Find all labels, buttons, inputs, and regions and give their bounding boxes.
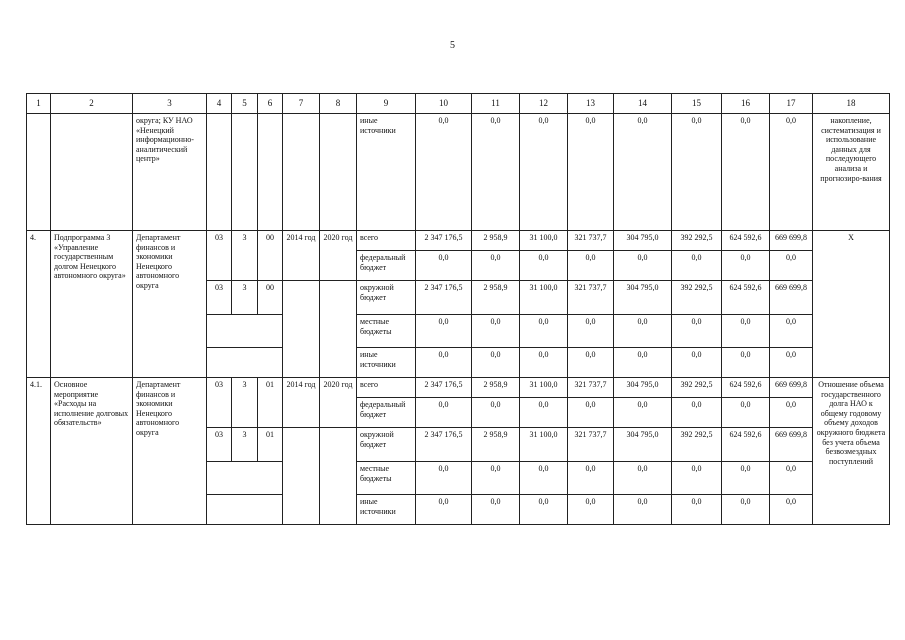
page-number: 5 xyxy=(450,40,455,51)
value-cell: 0,0 xyxy=(614,114,672,231)
value-cell: 2 958,9 xyxy=(472,281,520,315)
value-cell: 0,0 xyxy=(520,114,568,231)
header-cell: 17 xyxy=(770,94,813,114)
header-cell: 14 xyxy=(614,94,672,114)
value-cell: 0,0 xyxy=(568,495,614,525)
value-cell: 304 795,0 xyxy=(614,231,672,251)
end-year-cell xyxy=(320,428,357,525)
value-cell: 0,0 xyxy=(614,315,672,348)
end-year-cell: 2020 год xyxy=(320,231,357,281)
value-cell: 2 347 176,5 xyxy=(416,281,472,315)
source-cell: местные бюджеты xyxy=(357,315,416,348)
code-cell xyxy=(207,495,283,525)
value-cell: 0,0 xyxy=(614,398,672,428)
header-cell: 13 xyxy=(568,94,614,114)
value-cell: 304 795,0 xyxy=(614,281,672,315)
value-cell: 0,0 xyxy=(416,462,472,495)
value-cell: 624 592,6 xyxy=(722,231,770,251)
value-cell: 392 292,5 xyxy=(672,231,722,251)
value-cell: 0,0 xyxy=(614,495,672,525)
value-cell: 392 292,5 xyxy=(672,378,722,398)
value-cell: 0,0 xyxy=(472,315,520,348)
header-cell: 7 xyxy=(283,94,320,114)
code-cell: 00 xyxy=(258,281,283,315)
header-cell: 4 xyxy=(207,94,232,114)
value-cell: 669 699,8 xyxy=(770,378,813,398)
value-cell: 0,0 xyxy=(722,495,770,525)
value-cell: 31 100,0 xyxy=(520,378,568,398)
code-cell: 00 xyxy=(258,231,283,281)
header-cell: 11 xyxy=(472,94,520,114)
indicator-cell: Х xyxy=(813,231,890,378)
value-cell: 2 958,9 xyxy=(472,231,520,251)
code-cell: 3 xyxy=(232,428,258,462)
source-cell: всего xyxy=(357,378,416,398)
program-table xyxy=(26,93,890,525)
value-cell: 0,0 xyxy=(770,398,813,428)
indicator-cell: Отношение объема государственного долга НАО к общему годовому объему доходов окружного бюджета без учета объема безвозмездных поступлений xyxy=(813,378,890,525)
value-cell: 0,0 xyxy=(722,251,770,281)
value-cell: 0,0 xyxy=(416,348,472,378)
value-cell: 0,0 xyxy=(416,251,472,281)
value-cell: 0,0 xyxy=(770,495,813,525)
value-cell: 669 699,8 xyxy=(770,231,813,251)
start-year-cell: 2014 год xyxy=(283,378,320,428)
value-cell: 624 592,6 xyxy=(722,378,770,398)
source-cell: иные источники xyxy=(357,114,416,231)
value-cell: 392 292,5 xyxy=(672,281,722,315)
header-cell: 9 xyxy=(357,94,416,114)
code-cell xyxy=(207,348,283,378)
header-cell: 18 xyxy=(813,94,890,114)
value-cell: 2 958,9 xyxy=(472,378,520,398)
value-cell: 0,0 xyxy=(568,398,614,428)
value-cell: 0,0 xyxy=(614,348,672,378)
source-cell: окружной бюджет xyxy=(357,428,416,462)
value-cell: 0,0 xyxy=(770,114,813,231)
value-cell: 0,0 xyxy=(416,495,472,525)
executor-cell: округа; КУ НАО «Ненецкий информационно-аналитический центр» xyxy=(133,114,207,231)
header-cell: 3 xyxy=(133,94,207,114)
executor-cell: Департамент финансов и экономики Ненецкого автономного округа xyxy=(133,378,207,525)
value-cell: 321 737,7 xyxy=(568,378,614,398)
source-cell: иные источники xyxy=(357,348,416,378)
value-cell: 0,0 xyxy=(614,251,672,281)
table-row xyxy=(27,114,890,231)
num-cell xyxy=(27,114,51,231)
value-cell: 304 795,0 xyxy=(614,428,672,462)
value-cell: 624 592,6 xyxy=(722,428,770,462)
value-cell: 0,0 xyxy=(722,462,770,495)
value-cell: 0,0 xyxy=(568,315,614,348)
value-cell: 0,0 xyxy=(472,348,520,378)
header-cell: 6 xyxy=(258,94,283,114)
code-cell: 3 xyxy=(232,231,258,281)
code-cell: 03 xyxy=(207,231,232,281)
value-cell: 0,0 xyxy=(472,462,520,495)
value-cell: 0,0 xyxy=(568,348,614,378)
num-cell: 4. xyxy=(27,231,51,378)
start-year-cell xyxy=(283,428,320,525)
value-cell: 0,0 xyxy=(520,348,568,378)
source-cell: иные источники xyxy=(357,495,416,525)
code-cell xyxy=(258,114,283,231)
value-cell: 392 292,5 xyxy=(672,428,722,462)
value-cell: 2 958,9 xyxy=(472,428,520,462)
code-cell: 03 xyxy=(207,378,232,428)
value-cell: 0,0 xyxy=(722,398,770,428)
value-cell: 0,0 xyxy=(672,495,722,525)
value-cell: 669 699,8 xyxy=(770,428,813,462)
code-cell xyxy=(232,114,258,231)
source-cell: федеральный бюджет xyxy=(357,251,416,281)
value-cell: 0,0 xyxy=(520,398,568,428)
indicator-cell: накопление, систематизация и использование данных для последующего анализа и прогнозиро-вания xyxy=(813,114,890,231)
code-cell xyxy=(320,114,357,231)
value-cell: 0,0 xyxy=(770,348,813,378)
code-cell: 3 xyxy=(232,378,258,428)
code-cell: 03 xyxy=(207,428,232,462)
executor-cell: Департамент финансов и экономики Ненецкого автономного округа xyxy=(133,231,207,378)
value-cell: 0,0 xyxy=(672,348,722,378)
value-cell: 2 347 176,5 xyxy=(416,428,472,462)
value-cell: 624 592,6 xyxy=(722,281,770,315)
start-year-cell: 2014 год xyxy=(283,231,320,281)
value-cell: 0,0 xyxy=(568,114,614,231)
source-cell: местные бюджеты xyxy=(357,462,416,495)
value-cell: 0,0 xyxy=(672,462,722,495)
end-year-cell xyxy=(320,281,357,378)
value-cell: 0,0 xyxy=(520,462,568,495)
value-cell: 0,0 xyxy=(722,315,770,348)
name-cell xyxy=(51,114,133,231)
end-year-cell: 2020 год xyxy=(320,378,357,428)
value-cell: 0,0 xyxy=(770,315,813,348)
value-cell: 0,0 xyxy=(520,251,568,281)
header-cell: 16 xyxy=(722,94,770,114)
source-cell: окружной бюджет xyxy=(357,281,416,315)
source-cell: всего xyxy=(357,231,416,251)
code-cell xyxy=(207,114,232,231)
value-cell: 0,0 xyxy=(472,398,520,428)
value-cell: 0,0 xyxy=(614,462,672,495)
header-cell: 10 xyxy=(416,94,472,114)
num-cell: 4.1. xyxy=(27,378,51,525)
value-cell: 0,0 xyxy=(472,114,520,231)
value-cell: 0,0 xyxy=(568,462,614,495)
value-cell: 0,0 xyxy=(722,114,770,231)
source-cell: федеральный бюджет xyxy=(357,398,416,428)
value-cell: 321 737,7 xyxy=(568,281,614,315)
value-cell: 0,0 xyxy=(520,495,568,525)
table-row xyxy=(27,378,890,398)
value-cell: 0,0 xyxy=(770,462,813,495)
value-cell: 31 100,0 xyxy=(520,281,568,315)
value-cell: 0,0 xyxy=(672,315,722,348)
value-cell: 0,0 xyxy=(472,495,520,525)
code-cell xyxy=(207,462,283,495)
value-cell: 0,0 xyxy=(722,348,770,378)
value-cell: 0,0 xyxy=(672,251,722,281)
header-cell: 1 xyxy=(27,94,51,114)
value-cell: 321 737,7 xyxy=(568,231,614,251)
value-cell: 0,0 xyxy=(770,251,813,281)
value-cell: 2 347 176,5 xyxy=(416,378,472,398)
code-cell xyxy=(283,114,320,231)
value-cell: 0,0 xyxy=(672,114,722,231)
header-cell: 12 xyxy=(520,94,568,114)
value-cell: 0,0 xyxy=(672,398,722,428)
value-cell: 0,0 xyxy=(472,251,520,281)
value-cell: 0,0 xyxy=(416,398,472,428)
name-cell: Подпрограмма 3 «Управление государственным долгом Ненецкого автономного округа» xyxy=(51,231,133,378)
start-year-cell xyxy=(283,281,320,378)
code-cell: 3 xyxy=(232,281,258,315)
value-cell: 0,0 xyxy=(568,251,614,281)
header-cell: 2 xyxy=(51,94,133,114)
value-cell: 0,0 xyxy=(416,114,472,231)
value-cell: 2 347 176,5 xyxy=(416,231,472,251)
value-cell: 31 100,0 xyxy=(520,428,568,462)
table-header-row xyxy=(27,94,890,114)
code-cell xyxy=(207,315,283,348)
value-cell: 31 100,0 xyxy=(520,231,568,251)
value-cell: 669 699,8 xyxy=(770,281,813,315)
code-cell: 03 xyxy=(207,281,232,315)
header-cell: 5 xyxy=(232,94,258,114)
table-row xyxy=(27,231,890,251)
header-cell: 8 xyxy=(320,94,357,114)
name-cell: Основное мероприятие «Расходы на исполнение долговых обязательств» xyxy=(51,378,133,525)
value-cell: 0,0 xyxy=(520,315,568,348)
code-cell: 01 xyxy=(258,428,283,462)
code-cell: 01 xyxy=(258,378,283,428)
value-cell: 321 737,7 xyxy=(568,428,614,462)
value-cell: 0,0 xyxy=(416,315,472,348)
value-cell: 304 795,0 xyxy=(614,378,672,398)
header-cell: 15 xyxy=(672,94,722,114)
